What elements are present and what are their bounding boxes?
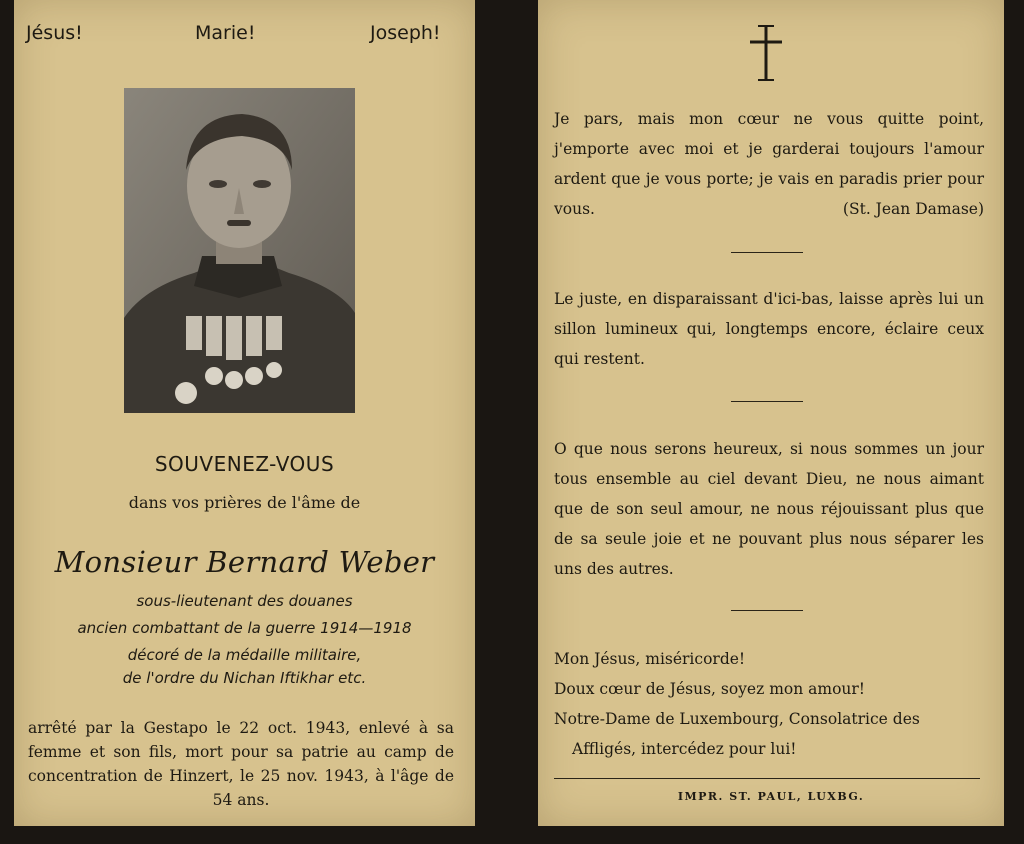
biography-text: arrêté par la Gestapo le 22 oct. 1943, enlevé à sa femme et son fils, mort pour sa patrie au camp de concentration de Hinzert, le 25 nov. 1943, à l'âge de 54 ans. <box>28 719 454 809</box>
top-invocations <box>14 22 475 48</box>
title-line-medal: décoré de la médaille militaire, <box>127 646 362 664</box>
portrait-photo <box>124 88 355 413</box>
quote-jean-damase <box>554 104 984 224</box>
separator-1 <box>731 252 803 253</box>
title-line-order: de l'ordre du Nichan Iftikhar etc. <box>122 669 367 687</box>
memorial-card-left <box>14 0 475 826</box>
quote-attribution: (St. Jean Damase) <box>842 200 984 218</box>
prayer-line: dans vos prières de l'âme de <box>128 493 361 512</box>
bottom-rule <box>554 778 980 779</box>
prayer-doux-coeur: Doux cœur de Jésus, soyez mon amour! <box>554 680 866 698</box>
quote-heureux: O que nous serons heureux, si nous sommes un jour tous ensemble au ciel devant Dieu, ne nous aimant que de son seul amour, ne nous réjouissant plus que de sa seule joie et ne pouvant plus nous séparer les uns des autres. <box>554 440 984 578</box>
quote-le-juste: Le juste, en disparaissant d'ici-bas, laisse après lui un sillon lumineux qui, longtemps encore, éclaire ceux qui restent. <box>554 290 984 368</box>
prayer-affliges: Affligés, intercédez pour lui! <box>572 740 797 758</box>
memorial-card-right <box>538 0 1004 826</box>
portrait-illustration <box>124 88 355 413</box>
separator-2 <box>731 401 803 402</box>
separator-3 <box>731 610 803 611</box>
printer-mark: IMPR. ST. PAUL, LUXBG. <box>677 790 865 803</box>
cross-icon <box>746 24 786 82</box>
souvenez-vous-heading: SOUVENEZ-VOUS <box>154 452 335 476</box>
word-marie: Marie! <box>195 22 256 44</box>
quote-jean-damase-text: Je pars, mais mon cœur ne vous quitte point, j'emporte avec moi et je garderai toujours l'amour ardent que je vous porte; je vais en paradis prier pour vous. <box>554 110 984 218</box>
prayer-list <box>554 644 994 764</box>
word-joseph: Joseph! <box>370 22 441 44</box>
title-line-veteran: ancien combattant de la guerre 1914—1918 <box>77 619 412 637</box>
deceased-name: Monsieur Bernard Weber <box>54 545 435 579</box>
word-jesus: Jésus! <box>26 22 83 44</box>
prayer-misericorde: Mon Jésus, miséricorde! <box>554 650 746 668</box>
title-line-rank: sous-lieutenant des douanes <box>136 592 353 610</box>
prayer-notre-dame: Notre-Dame de Luxembourg, Consolatrice des <box>554 710 920 728</box>
